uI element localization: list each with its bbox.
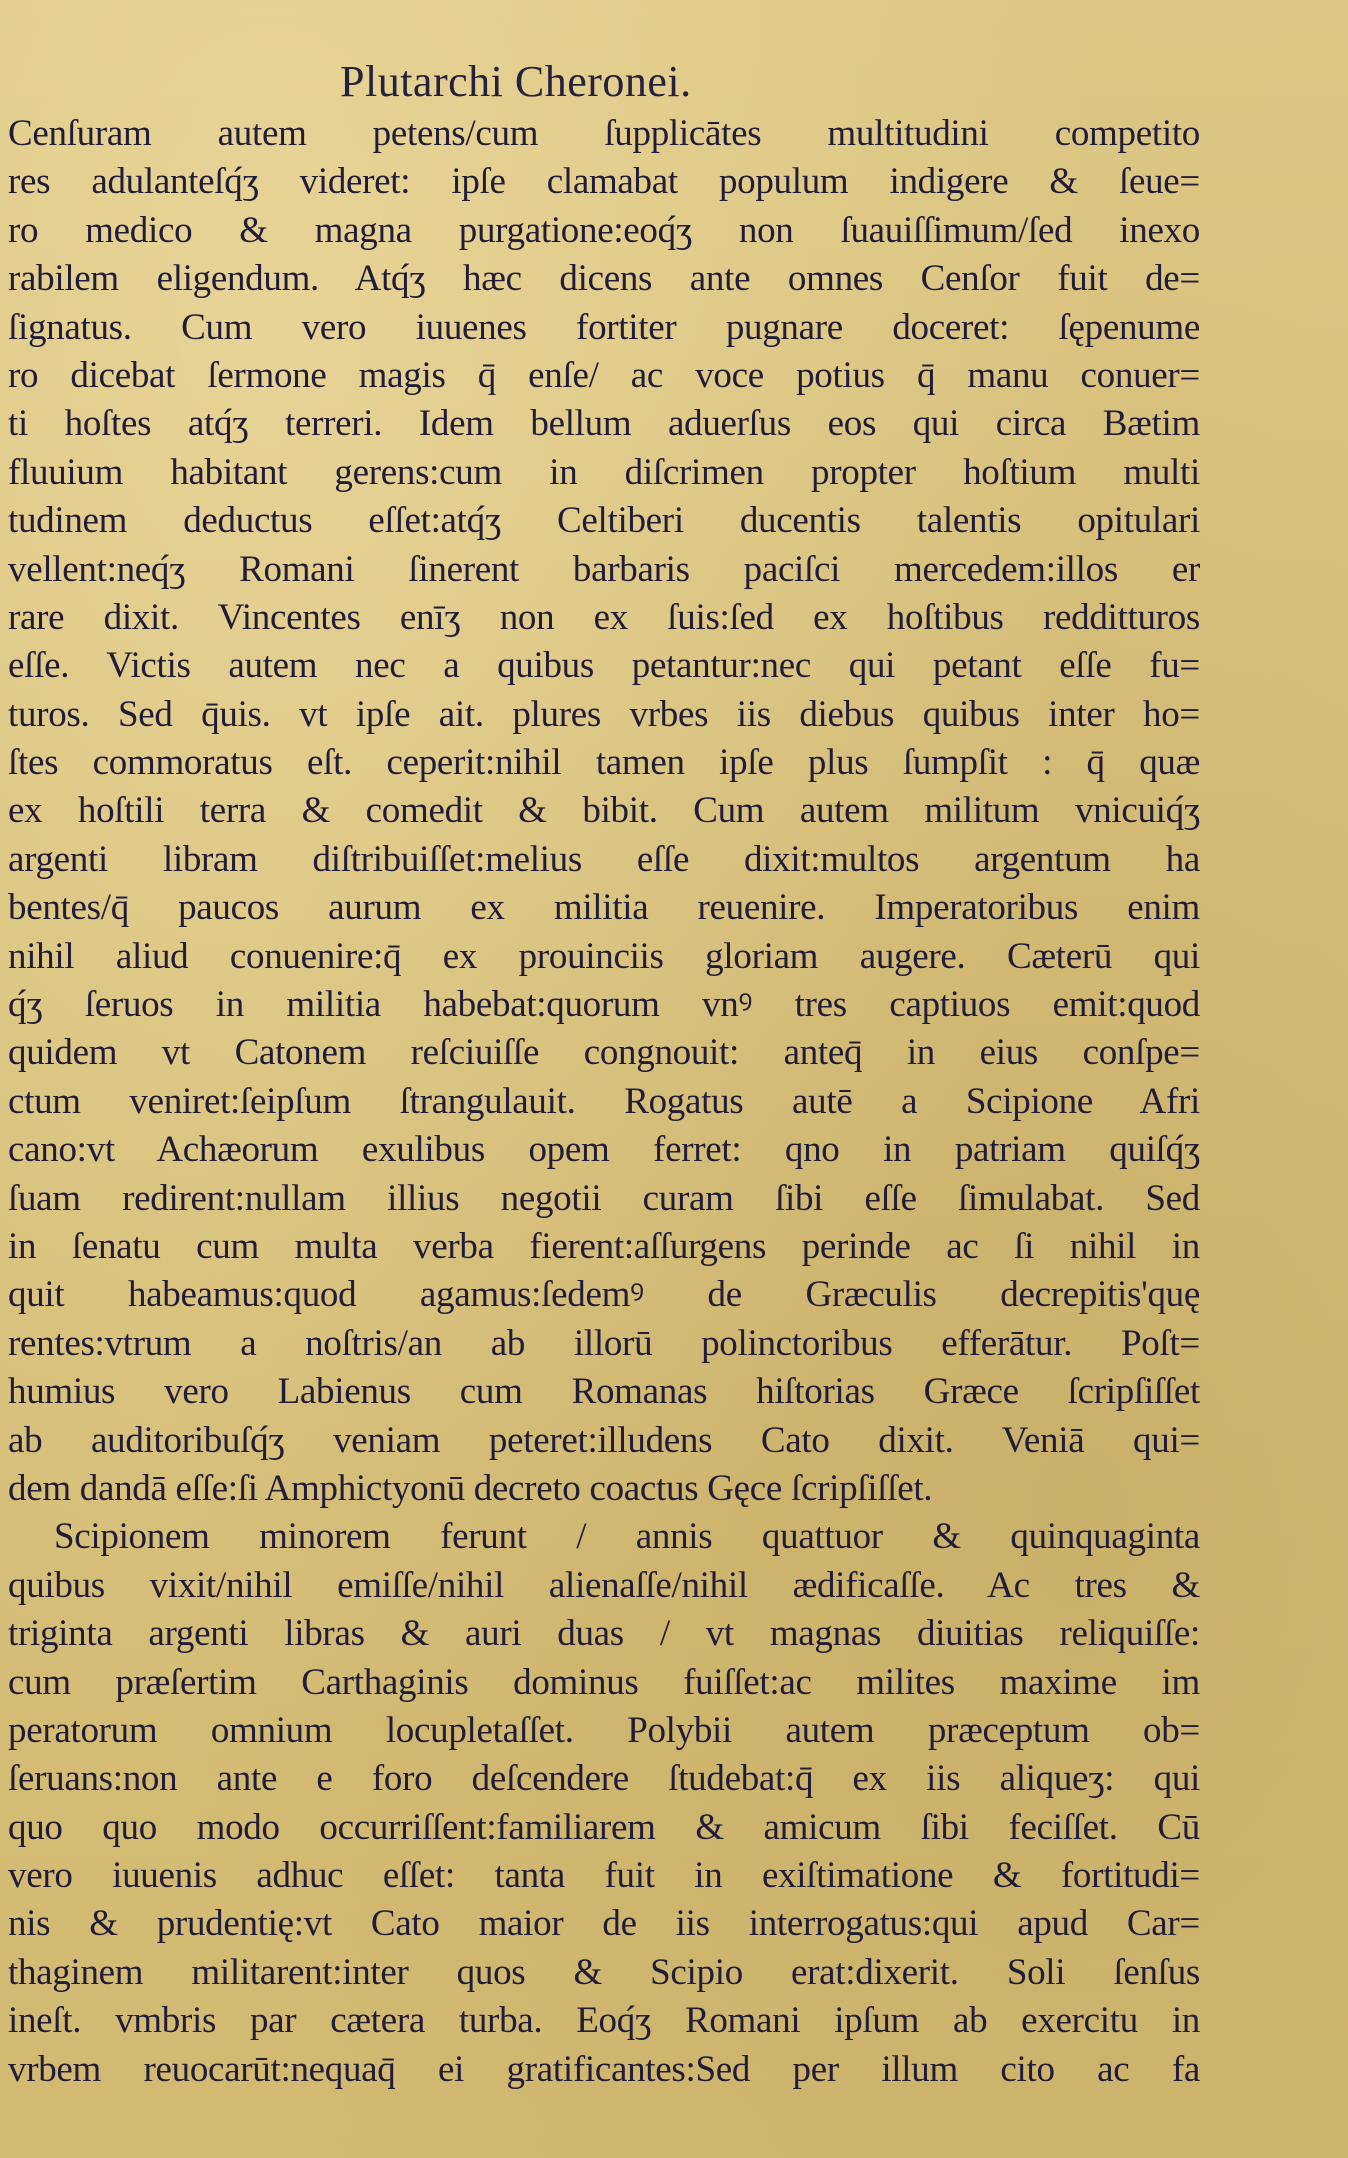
text-line: nis & prudentię:vt Cato maior de iis interrogatus:qui apud Car= [8,1903,1200,1945]
text-line: bentes/q̄ paucos aurum ex militia reuenire. Imperatoribus enim [8,887,1200,929]
text-line: rare dixit. Vincentes enīʒ non ex ſuis:ſed ex hoſtibus redditturos [8,596,1200,638]
paragraph-start-line: Scipionem minorem ferunt / annis quattuor & quinquaginta [54,1516,1200,1558]
text-line: ab auditoribuſq́ʒ veniam peteret:illudens Cato dixit. Veniā qui= [8,1419,1200,1461]
text-line: quit habeamus:quod agamus:ſedemꝰ de Græculis decrepitis'quę [8,1274,1200,1316]
text-line: turos. Sed q̄uis. vt ipſe ait. plures vrbes iis diebus quibus inter ho= [8,693,1200,735]
text-line: ſeruans:non ante e foro deſcendere ſtudebat:q̄ ex iis aliqueʒ: qui [8,1758,1200,1800]
text-line: quidem vt Catonem reſciuiſſe congnouit: anteq̄ in eius conſpe= [8,1032,1200,1074]
text-line: vellent:neq́ʒ Romani ſinerent barbaris paciſci mercedem:illos er [8,548,1200,590]
text-line: tudinem deductus eſſet:atq́ʒ Celtiberi ducentis talentis opitulari [8,500,1200,542]
text-line: ro medico & magna purgatione:eoq́ʒ non ſuauiſſimum/ſed inexo [8,209,1200,251]
text-line: vero iuuenis adhuc eſſet: tanta fuit in exiſtimatione & fortitudi= [8,1855,1200,1897]
text-line: ſtes commoratus eſt. ceperit:nihil tamen ipſe plus ſumpſit : q̄ quæ [8,742,1200,784]
text-line: res adulanteſq́ʒ videret: ipſe clamabat populum indigere & ſeue= [8,161,1200,203]
text-line: fluuium habitant gerens:cum in diſcrimen propter hoſtium multi [8,451,1200,493]
text-line: q́ʒ ſeruos in militia habebat:quorum vnꝰ tres captiuos emit:quod [8,984,1200,1026]
text-line: ſuam redirent:nullam illius negotii curam ſibi eſſe ſimulabat. Sed [8,1177,1200,1219]
text-line: argenti libram diſtribuiſſet:melius eſſe dixit:multos argentum ha [8,838,1200,880]
text-line: humius vero Labienus cum Romanas hiſtorias Græce ſcripſiſſet [8,1371,1200,1413]
text-line: peratorum omnium locupletaſſet. Polybii autem præceptum ob= [8,1709,1200,1751]
text-line: quibus vixit/nihil emiſſe/nihil alienaſſe/nihil ædificaſſe. Ac tres & [8,1564,1200,1606]
running-head: Plutarchi Cheronei. [340,57,692,106]
text-line: ineſt. vmbris par cætera turba. Eoq́ʒ Romani ipſum ab exercitu in [8,2000,1200,2042]
text-line: ctum veniret:ſeipſum ſtrangulauit. Rogatus autē a Scipione Afri [8,1080,1200,1122]
text-line: vrbem reuocarūt:nequaq̄ ei gratificantes:Sed per illum cito ac fa [8,2048,1200,2090]
text-line: triginta argenti libras & auri duas / vt magnas diuitias reliquiſſe: [8,1613,1200,1655]
text-line: nihil aliud conuenire:q̄ ex prouinciis gloriam augere. Cæterū qui [8,935,1200,977]
text-line: in ſenatu cum multa verba fierent:aſſurgens perinde ac ſi nihil in [8,1225,1200,1267]
text-line: ſignatus. Cum vero iuuenes fortiter pugnare doceret: ſępenume [8,306,1200,348]
text-block [8,110,1200,2094]
text-line: dem dandā eſſe:ſi Amphictyonū decreto coactus Gęce ſcripſiſſet. [8,1467,933,1509]
text-line: quo quo modo occurriſſent:familiarem & amicum ſibi feciſſet. Cū [8,1806,1200,1848]
text-line: cano:vt Achæorum exulibus opem ferret: qno in patriam quiſq́ʒ [8,1129,1200,1171]
text-line: ro dicebat ſermone magis q̄ enſe/ ac voce potius q̄ manu conuer= [8,354,1200,396]
text-line: thaginem militarent:inter quos & Scipio erat:dixerit. Soli ſenſus [8,1951,1200,1993]
text-line: ex hoſtili terra & comedit & bibit. Cum autem militum vnicuiq́ʒ [8,790,1200,832]
text-line: rentes:vtrum a noſtris/an ab illorū polinctoribus efferātur. Poſt= [8,1322,1200,1364]
text-line: cum præſertim Carthaginis dominus fuiſſet:ac milites maxime im [8,1661,1200,1703]
text-line: eſſe. Victis autem nec a quibus petantur:nec qui petant eſſe fu= [8,645,1200,687]
text-line: ti hoſtes atq́ʒ terreri. Idem bellum aduerſus eos qui circa Bætim [8,403,1200,445]
text-line: rabilem eligendum. Atq́ʒ hæc dicens ante omnes Cenſor fuit de= [8,258,1200,300]
text-line: Cenſuram autem petens/cum ſupplicātes multitudini competito [8,113,1200,154]
